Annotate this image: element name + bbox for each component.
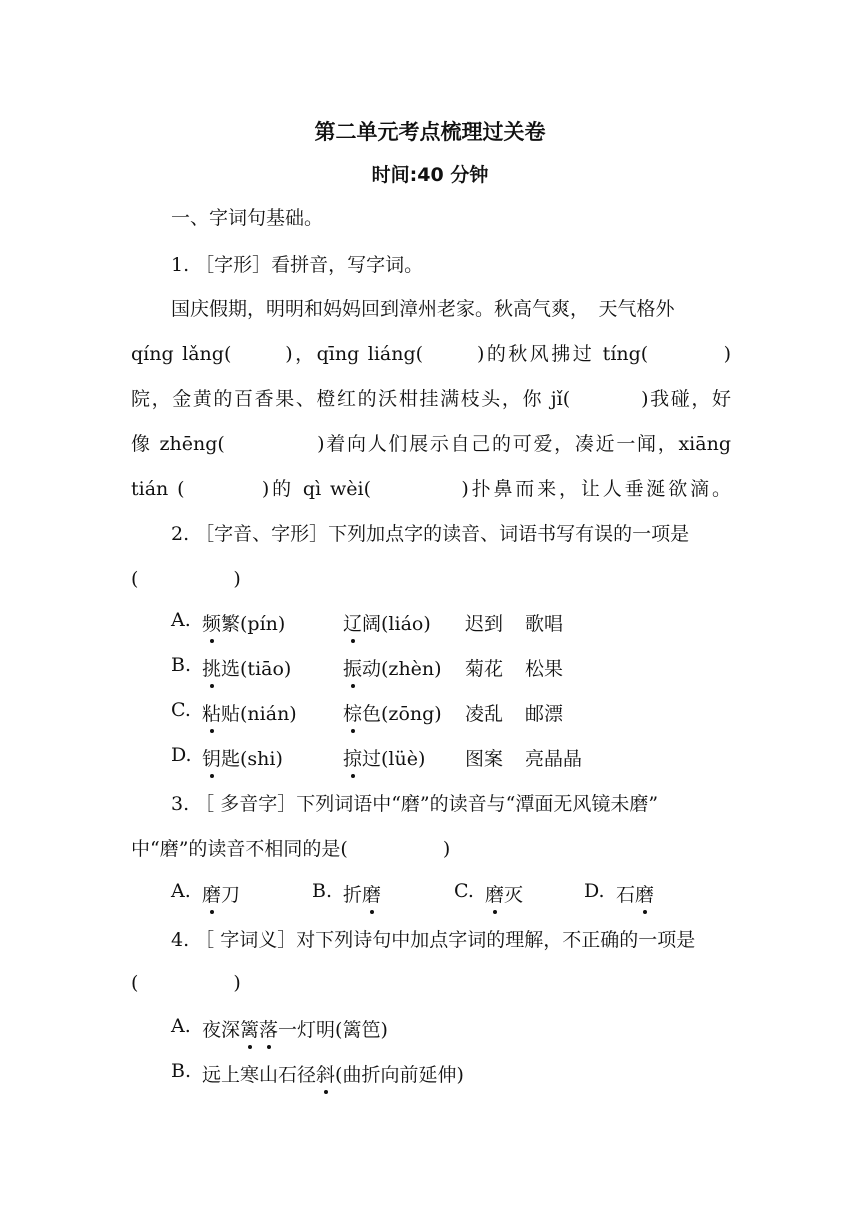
q3-stem: 中“磨”的读音不相同的是( ) (131, 838, 451, 860)
dotted-char: 磨 (485, 880, 504, 907)
dotted-char: 棕 (343, 699, 362, 726)
q1-text-line: qíng lǎng( )，qīng liáng( )的秋风拂过 tíng( ) (131, 343, 731, 365)
dotted-char: 篱 (240, 1015, 259, 1042)
option-word: 磨灭 (485, 880, 523, 907)
option-word: 菊花 (465, 658, 504, 680)
dotted-char: 落 (259, 1015, 278, 1042)
option-letter: B. (312, 880, 333, 902)
option-word: 亮晶晶 (525, 748, 583, 770)
q2-stem: 2. ［字音、字形］下列加点字的读音、词语书写有误的一项是 (171, 523, 690, 545)
option-letter: B. (171, 654, 192, 676)
option-word: 粘贴(nián) (202, 699, 297, 726)
option-letter: C. (454, 880, 474, 902)
q1-text-line: 院，金黄的百香果、橙红的沃柑挂满枝头，你 jǐ( )我碰，好 (131, 388, 731, 410)
q4-answer-paren: ( ) (131, 972, 241, 994)
option-text: 夜深篱落一灯明(篱笆) (202, 1015, 388, 1042)
q1-label: 1. ［字形］看拼音，写字词。 (171, 254, 424, 276)
option-word: 掠过(lüè) (343, 744, 425, 771)
option-word: 棕色(zōng) (343, 699, 442, 726)
dotted-char: 斜 (316, 1060, 335, 1087)
dotted-char: 磨 (202, 880, 221, 907)
option-word: 频繁(pín) (202, 609, 285, 636)
dotted-char: 钥 (202, 744, 221, 771)
option-word: 邮漂 (525, 703, 564, 725)
page-title: 第二单元考点梳理过关卷 (314, 120, 546, 144)
dotted-char: 磨 (635, 880, 654, 907)
option-letter: D. (171, 744, 192, 766)
option-letter: D. (584, 880, 605, 902)
option-word: 辽阔(liáo) (343, 609, 431, 636)
dotted-char: 粘 (202, 699, 221, 726)
q1-text-line: 国庆假期，明明和妈妈回到漳州老家。秋高气爽， 天气格外 (171, 298, 675, 320)
q2-answer-paren: ( ) (131, 568, 241, 590)
time-limit: 时间:40 分钟 (371, 164, 489, 186)
option-text: 远上寒山石径斜(曲折向前延伸) (202, 1060, 464, 1087)
q4-stem: 4. ［ 字词义］对下列诗句中加点字词的理解，不正确的一项是 (171, 929, 696, 951)
option-letter: A. (171, 1015, 191, 1037)
option-word: 磨刀 (202, 880, 240, 907)
option-word: 凌乱 (465, 703, 504, 725)
option-word: 折磨 (343, 880, 381, 907)
q1-text-line: 像 zhēng( )着向人们展示自己的可爱，凑近一闻，xiāng (131, 433, 731, 455)
q1-text-line: tián ( )的 qì wèi( )扑鼻而来，让人垂涎欲滴。 (131, 478, 731, 500)
option-letter: B. (171, 1060, 192, 1082)
option-letter: C. (171, 699, 191, 721)
dotted-char: 挑 (202, 654, 221, 681)
dotted-char: 辽 (343, 609, 362, 636)
dotted-char: 磨 (362, 880, 381, 907)
option-word: 松果 (525, 658, 564, 680)
option-letter: A. (171, 880, 191, 902)
option-word: 钥匙(shi) (202, 744, 283, 771)
dotted-char: 频 (202, 609, 221, 636)
option-word: 挑选(tiāo) (202, 654, 291, 681)
option-word: 歌唱 (525, 613, 564, 635)
q3-stem: 3. ［ 多音字］下列词语中“磨”的读音与“潭面无风镜未磨” (171, 793, 659, 815)
section-heading: 一、字词句基础。 (171, 207, 324, 229)
option-word: 振动(zhèn) (343, 654, 442, 681)
option-letter: A. (171, 609, 191, 631)
dotted-char: 掠 (343, 744, 362, 771)
option-word: 图案 (465, 748, 504, 770)
option-word: 石磨 (616, 880, 654, 907)
option-word: 迟到 (465, 613, 504, 635)
dotted-char: 振 (343, 654, 362, 681)
